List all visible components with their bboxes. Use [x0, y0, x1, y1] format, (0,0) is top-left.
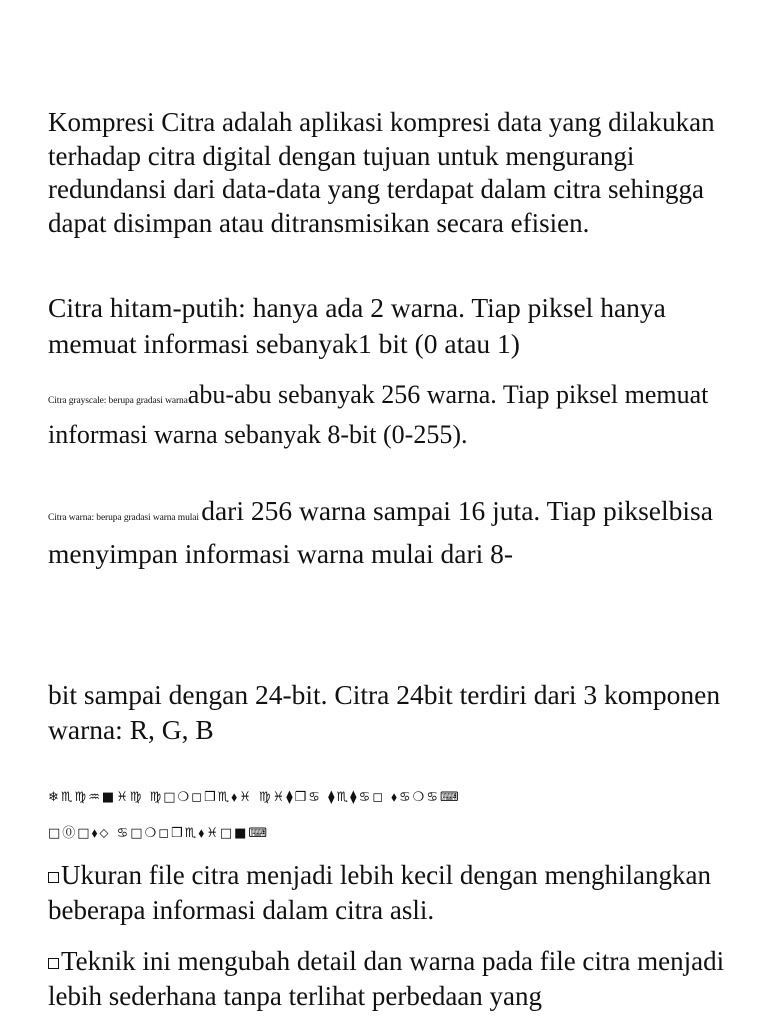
symbol-font-line-1: ❄♏♍♒■♓♍ ♍□❍◻❒♏⬧♓ ♍♓⧫❒♋ ⧫♏⧫♋◻ ⬧♋❍♋⌨ [48, 790, 461, 805]
square-bullet-icon [48, 958, 59, 969]
bullet-2-text: Teknik ini mengubah detail dan warna pada file citra menjadi lebih sederhana tanpa terlihat perbedaan yang [48, 946, 725, 1011]
color-main-text: dari 256 warna sampai 16 juta. Tiap pikselbisa menyimpan informasi warna mulai dari 8- [48, 495, 713, 569]
grayscale-main-text: abu-abu sebanyak 256 warna. Tiap piksel memuat informasi warna sebanyak 8-bit (0-255). [48, 380, 709, 449]
grayscale-small-text: Citra grayscale: berupa gradasi warna [48, 396, 188, 406]
bullet-item-2 [48, 944, 748, 1014]
color-small-text: Citra warna: berupa gradasi warna mulai [48, 513, 202, 523]
bullet-item-1 [48, 858, 748, 928]
color-paragraph [48, 493, 748, 571]
black-white-paragraph: Citra hitam-putih: hanya ada 2 warna. Tiap piksel hanya memuat informasi sebanyak1 bit (0 atau 1) [48, 292, 666, 359]
grayscale-paragraph [48, 378, 748, 451]
square-bullet-icon [48, 872, 59, 883]
symbol-font-line-2: □⓪□⬧⬦ ♋□❍◻❒♏⬧♓□■⌨ [48, 826, 270, 841]
bullet-1-text: Ukuran file citra menjadi lebih kecil dengan menghilangkan beberapa informasi dalam citra asli. [48, 860, 712, 925]
intro-paragraph: Kompresi Citra adalah aplikasi kompresi data yang dilakukan terhadap citra digital dengan tujuan untuk mengurangi redundansi dari data-data yang terdapat dalam citra sehingga dapat disimpan atau ditransmisikan secara efisien. [48, 107, 715, 238]
color-continued-paragraph: bit sampai dengan 24-bit. Citra 24bit terdiri dari 3 komponen warna: R, G, B [48, 679, 721, 745]
